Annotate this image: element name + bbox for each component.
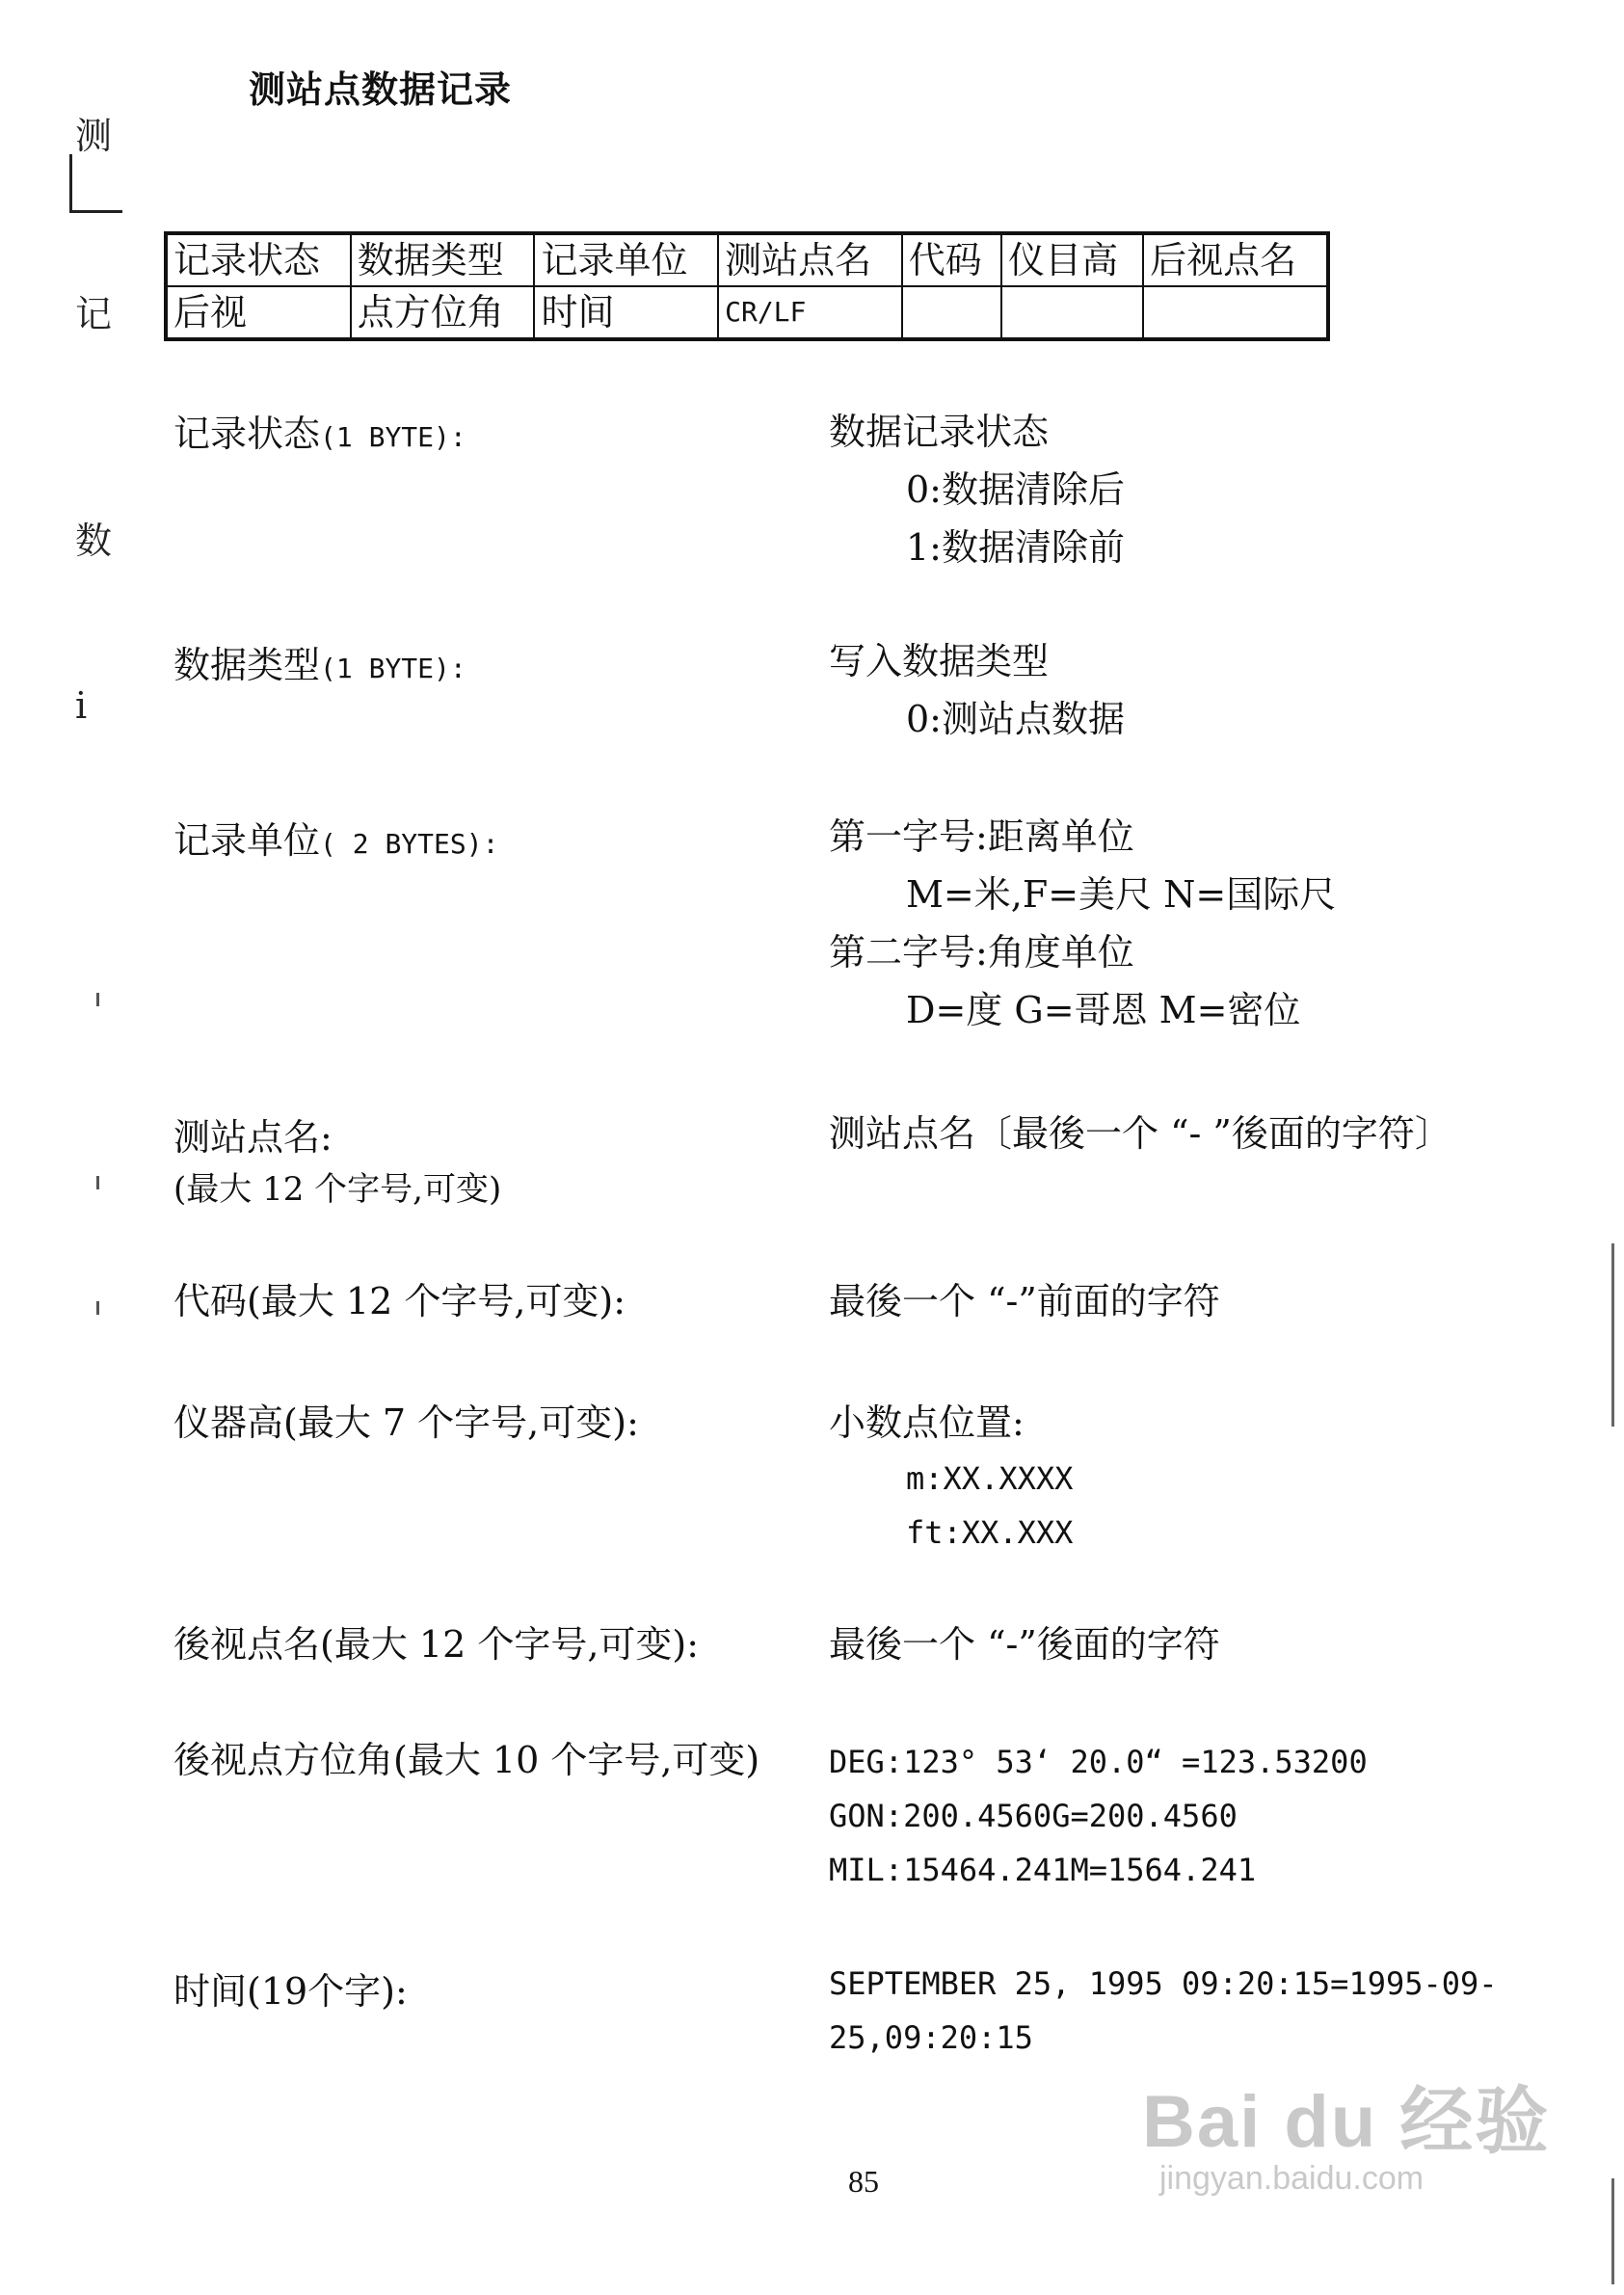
field-description: [829, 632, 1125, 748]
page-number: 85: [848, 2164, 879, 2199]
description-line: ft:XX.XXX: [906, 1514, 1074, 1551]
table-cell: 点方位角: [351, 286, 535, 339]
table-cell: 后视点名: [1143, 233, 1328, 286]
table-cell: 代码: [902, 233, 1001, 286]
description-line: 最後一个 “-”後面的字符: [829, 1623, 1220, 1666]
description-line: MIL:15464.241M=1564.241: [829, 1852, 1257, 1888]
field-label: [173, 1731, 759, 1789]
table-row: [166, 286, 1328, 339]
description-line: 小数点位置:: [829, 1401, 1025, 1444]
field-label-note: (最大 12 个字号,可变): [173, 1170, 502, 1209]
description-line: 1:数据清除前: [906, 526, 1125, 569]
description-line: 0:测站点数据: [906, 698, 1125, 740]
description-line: SEPTEMBER 25, 1995 09:20:15=1995-09-: [829, 1965, 1498, 2002]
table-cell: 数据类型: [351, 233, 535, 286]
description-line: 写入数据类型: [829, 640, 1050, 682]
field-label: [173, 812, 498, 873]
table-cell: 后视: [166, 286, 351, 339]
field-label: [173, 1108, 501, 1213]
record-table: [164, 231, 1330, 341]
field-label: [173, 636, 466, 698]
description-line: 测站点名〔最後一个 “- ”後面的字符〕: [829, 1112, 1451, 1155]
table-cell: CR/LF: [718, 286, 902, 339]
table-cell: 记录状态: [166, 233, 351, 286]
field-description: [829, 1615, 1220, 1673]
field-label-text: 後视点方位角(最大 10 个字号,可变): [173, 1739, 760, 1781]
field-label-note: ( 2 BYTES):: [320, 828, 499, 860]
description-line: M=米,F=美尺 N=国际尺: [906, 873, 1337, 916]
field-label-note: (1 BYTE):: [320, 653, 466, 684]
watermark-url: jingyan.baidu.com: [1159, 2160, 1424, 2197]
field-label: [173, 1615, 699, 1673]
description-line: 第二字号:角度单位: [829, 931, 1134, 974]
field-description: [829, 808, 1336, 1039]
table-cell: 仪目高: [1001, 233, 1143, 286]
margin-tick: [96, 1176, 99, 1189]
description-line: 25,09:20:15: [829, 2019, 1033, 2056]
margin-char: i: [75, 684, 88, 727]
field-label-text: 测站点名:: [173, 1116, 333, 1159]
table-cell: [1001, 286, 1143, 339]
table-cell: 记录单位: [534, 233, 718, 286]
field-label-text: 时间(19个字):: [173, 1970, 408, 2013]
table-cell: [1143, 286, 1328, 339]
field-description: [829, 1272, 1220, 1330]
margin-char: 数: [75, 520, 113, 562]
description-line: m:XX.XXXX: [906, 1460, 1074, 1497]
description-line: D=度 G=哥恩 M=密位: [906, 989, 1301, 1031]
field-label: [173, 405, 466, 467]
field-label-text: 记录状态: [173, 413, 321, 455]
field-label-note: (1 BYTE):: [320, 421, 466, 453]
description-line: 数据记录状态: [829, 411, 1050, 453]
field-description: [829, 1394, 1073, 1560]
description-line: 0:数据清除后: [906, 468, 1125, 511]
field-description: [829, 1957, 1498, 2065]
description-line: 最後一个 “-”前面的字符: [829, 1280, 1220, 1322]
watermark: [1142, 2063, 1566, 2198]
description-line: DEG:123° 53‘ 20.0“ =123.53200: [829, 1744, 1368, 1780]
page-edge-line: [1611, 2178, 1614, 2284]
margin-tick: [96, 1301, 99, 1315]
field-description: [829, 403, 1125, 576]
table-cell: 测站点名: [718, 233, 902, 286]
margin-char: 测: [75, 115, 113, 157]
field-label-text: 代码(最大 12 个字号,可变):: [173, 1280, 626, 1322]
table-cell: 时间: [534, 286, 718, 339]
watermark-logo: Bai du 经验: [1142, 2081, 1551, 2163]
field-description: [829, 1105, 1451, 1162]
description-line: 第一字号:距离单位: [829, 815, 1134, 858]
table-header-row: [166, 233, 1328, 286]
field-description: [829, 1735, 1368, 1897]
table-cell: [902, 286, 1001, 339]
field-label-text: 数据类型: [173, 644, 321, 686]
margin-box: [69, 154, 122, 213]
field-label-text: 後视点名(最大 12 个字号,可变):: [173, 1623, 700, 1666]
field-label: [173, 1962, 408, 2020]
description-line: GON:200.4560G=200.4560: [829, 1798, 1238, 1834]
field-label: [173, 1394, 639, 1452]
field-label-text: 记录单位: [173, 819, 321, 862]
margin-char: 记: [75, 293, 113, 335]
field-label-text: 仪器高(最大 7 个字号,可变):: [173, 1401, 639, 1444]
field-label: [173, 1272, 626, 1330]
margin-tick: [96, 993, 99, 1006]
page-edge-line: [1611, 1243, 1614, 1427]
page-title: 测站点数据记录: [249, 67, 513, 111]
